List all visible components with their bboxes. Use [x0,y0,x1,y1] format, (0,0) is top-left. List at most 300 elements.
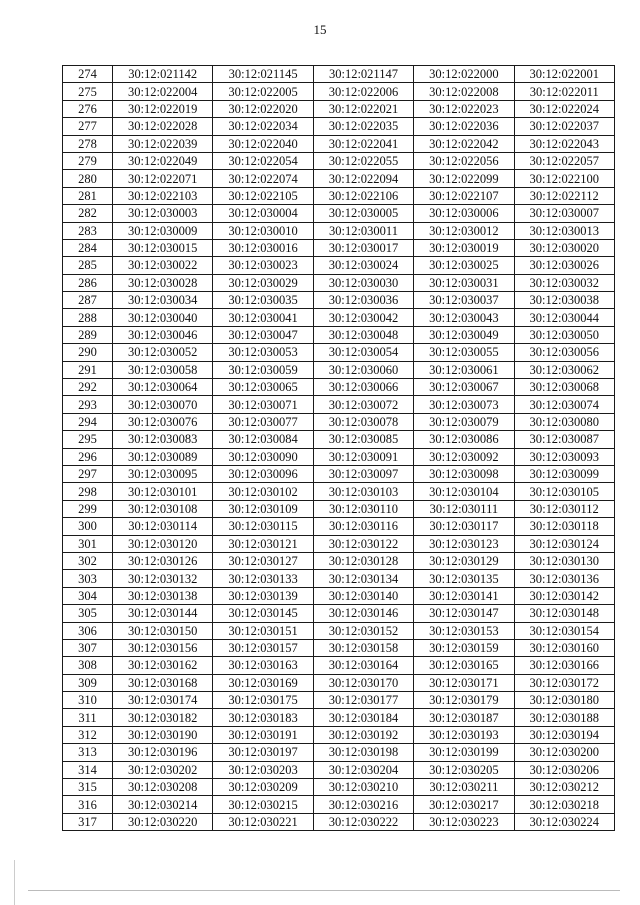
cadastral-number-cell: 30:12:030140 [313,587,413,604]
cadastral-number-cell: 30:12:030086 [414,431,514,448]
cadastral-number-cell: 30:12:030011 [313,222,413,239]
cadastral-number-cell: 30:12:030193 [414,726,514,743]
row-number-cell: 305 [63,605,113,622]
cadastral-number-cell: 30:12:030096 [213,465,313,482]
cadastral-number-cell: 30:12:030139 [213,587,313,604]
row-number-cell: 314 [63,761,113,778]
cadastral-number-cell: 30:12:030197 [213,744,313,761]
cadastral-number-cell: 30:12:030010 [213,222,313,239]
bottom-rule [28,890,620,891]
cadastral-number-cell: 30:12:022011 [514,83,614,100]
cadastral-number-cell: 30:12:022001 [514,66,614,83]
cadastral-number-cell: 30:12:030060 [313,361,413,378]
row-number-cell: 317 [63,813,113,830]
row-number-cell: 306 [63,622,113,639]
row-number-cell: 286 [63,274,113,291]
cadastral-number-cell: 30:12:030128 [313,552,413,569]
cadastral-number-cell: 30:12:022057 [514,152,614,169]
cadastral-number-cell: 30:12:030199 [414,744,514,761]
table-row [63,483,615,500]
cadastral-number-cell: 30:12:030023 [213,257,313,274]
cadastral-number-cell: 30:12:030187 [414,709,514,726]
table-row [63,274,615,291]
row-number-cell: 275 [63,83,113,100]
table-row [63,465,615,482]
cadastral-number-cell: 30:12:030037 [414,292,514,309]
cadastral-number-cell: 30:12:030110 [313,500,413,517]
cadastral-number-cell: 30:12:030135 [414,570,514,587]
cadastral-number-cell: 30:12:030157 [213,639,313,656]
row-number-cell: 291 [63,361,113,378]
row-number-cell: 295 [63,431,113,448]
cadastral-number-cell: 30:12:030105 [514,483,614,500]
cadastral-number-cell: 30:12:030211 [414,779,514,796]
cadastral-number-cell: 30:12:030180 [514,692,614,709]
cadastral-number-cell: 30:12:030136 [514,570,614,587]
cadastral-number-cell: 30:12:030196 [113,744,213,761]
cadastral-number-cell: 30:12:022054 [213,152,313,169]
cadastral-number-cell: 30:12:022042 [414,135,514,152]
cadastral-number-cell: 30:12:030164 [313,657,413,674]
cadastral-number-cell: 30:12:030083 [113,431,213,448]
cadastral-number-cell: 30:12:030116 [313,518,413,535]
cadastral-number-cell: 30:12:022023 [414,100,514,117]
table-row [63,135,615,152]
cadastral-number-cell: 30:12:030206 [514,761,614,778]
cadastral-number-cell: 30:12:022035 [313,118,413,135]
cadastral-number-cell: 30:12:030224 [514,813,614,830]
cadastral-number-cell: 30:12:030085 [313,431,413,448]
table-row [63,761,615,778]
cadastral-number-cell: 30:12:030200 [514,744,614,761]
cadastral-number-cell: 30:12:030066 [313,379,413,396]
cadastral-number-cell: 30:12:030009 [113,222,213,239]
cadastral-number-cell: 30:12:030162 [113,657,213,674]
table-row [63,187,615,204]
cadastral-number-cell: 30:12:030092 [414,448,514,465]
cadastral-number-cell: 30:12:030059 [213,361,313,378]
cadastral-number-cell: 30:12:030153 [414,622,514,639]
cadastral-number-cell: 30:12:030204 [313,761,413,778]
cadastral-number-cell: 30:12:030144 [113,605,213,622]
row-number-cell: 296 [63,448,113,465]
cadastral-number-cell: 30:12:030158 [313,639,413,656]
cadastral-number-cell: 30:12:030145 [213,605,313,622]
table-row [63,587,615,604]
cadastral-number-cell: 30:12:030029 [213,274,313,291]
table-row [63,118,615,135]
cadastral-number-cell: 30:12:030160 [514,639,614,656]
cadastral-number-cell: 30:12:022008 [414,83,514,100]
table-row [63,744,615,761]
cadastral-number-cell: 30:12:022005 [213,83,313,100]
cadastral-number-cell: 30:12:030015 [113,239,213,256]
cadastral-number-cell: 30:12:030062 [514,361,614,378]
table-row [63,205,615,222]
cadastral-number-cell: 30:12:030058 [113,361,213,378]
cadastral-number-cell: 30:12:030090 [213,448,313,465]
cadastral-number-cell: 30:12:030190 [113,726,213,743]
cadastral-number-cell: 30:12:030108 [113,500,213,517]
cadastral-number-cell: 30:12:030028 [113,274,213,291]
cadastral-number-cell: 30:12:030061 [414,361,514,378]
row-number-cell: 315 [63,779,113,796]
row-number-cell: 293 [63,396,113,413]
cadastral-number-cell: 30:12:030097 [313,465,413,482]
row-number-cell: 312 [63,726,113,743]
cadastral-number-cell: 30:12:030222 [313,813,413,830]
cadastral-number-cell: 30:12:030212 [514,779,614,796]
cadastral-number-cell: 30:12:022056 [414,152,514,169]
table-row [63,431,615,448]
table-row [63,692,615,709]
cadastral-number-cell: 30:12:030084 [213,431,313,448]
row-number-cell: 290 [63,344,113,361]
cadastral-number-cell: 30:12:030076 [113,413,213,430]
cadastral-number-cell: 30:12:030141 [414,587,514,604]
table-row [63,66,615,83]
row-number-cell: 282 [63,205,113,222]
cadastral-number-cell: 30:12:030098 [414,465,514,482]
row-number-cell: 309 [63,674,113,691]
cadastral-number-cell: 30:12:030114 [113,518,213,535]
table-row [63,292,615,309]
cadastral-number-cell: 30:12:030072 [313,396,413,413]
cadastral-number-cell: 30:12:030124 [514,535,614,552]
cadastral-number-cell: 30:12:030003 [113,205,213,222]
cadastral-number-cell: 30:12:030071 [213,396,313,413]
table-row [63,361,615,378]
cadastral-number-cell: 30:12:030093 [514,448,614,465]
cadastral-number-cell: 30:12:021145 [213,66,313,83]
cadastral-number-cell: 30:12:030078 [313,413,413,430]
cadastral-number-cell: 30:12:030166 [514,657,614,674]
cadastral-number-cell: 30:12:022000 [414,66,514,83]
row-number-cell: 283 [63,222,113,239]
cadastral-number-cell: 30:12:022039 [113,135,213,152]
cadastral-number-cell: 30:12:030218 [514,796,614,813]
cadastral-number-cell: 30:12:030035 [213,292,313,309]
table-row [63,552,615,569]
table-row [63,518,615,535]
cadastral-number-cell: 30:12:030006 [414,205,514,222]
cadastral-number-cell: 30:12:030122 [313,535,413,552]
cadastral-number-cell: 30:12:030150 [113,622,213,639]
cadastral-number-cell: 30:12:030104 [414,483,514,500]
cadastral-number-cell: 30:12:030073 [414,396,514,413]
cadastral-number-cell: 30:12:030172 [514,674,614,691]
cadastral-number-cell: 30:12:030192 [313,726,413,743]
cadastral-number-cell: 30:12:030118 [514,518,614,535]
cadastral-number-cell: 30:12:030169 [213,674,313,691]
cadastral-number-cell: 30:12:022074 [213,170,313,187]
cadastral-number-cell: 30:12:030030 [313,274,413,291]
cadastral-number-cell: 30:12:030080 [514,413,614,430]
cadastral-number-cell: 30:12:030044 [514,309,614,326]
cadastral-number-cell: 30:12:030067 [414,379,514,396]
cadastral-number-cell: 30:12:022040 [213,135,313,152]
row-number-cell: 308 [63,657,113,674]
cadastral-number-cell: 30:12:030016 [213,239,313,256]
cadastral-number-cell: 30:12:022021 [313,100,413,117]
cadastral-number-cell: 30:12:030065 [213,379,313,396]
cadastral-number-cell: 30:12:022041 [313,135,413,152]
cadastral-number-cell: 30:12:030012 [414,222,514,239]
cadastral-number-cell: 30:12:030138 [113,587,213,604]
cadastral-number-cell: 30:12:030049 [414,326,514,343]
table-row [63,239,615,256]
cadastral-number-cell: 30:12:030053 [213,344,313,361]
cadastral-number-cell: 30:12:030159 [414,639,514,656]
table-row [63,396,615,413]
cadastral-number-cell: 30:12:030025 [414,257,514,274]
cadastral-number-cell: 30:12:030068 [514,379,614,396]
table-row [63,796,615,813]
cadastral-number-cell: 30:12:022037 [514,118,614,135]
cadastral-number-cell: 30:12:030175 [213,692,313,709]
cadastral-number-cell: 30:12:030184 [313,709,413,726]
cadastral-number-cell: 30:12:030129 [414,552,514,569]
row-number-cell: 285 [63,257,113,274]
cadastral-number-cell: 30:12:030050 [514,326,614,343]
cadastral-number-cell: 30:12:021147 [313,66,413,83]
cadastral-number-cell: 30:12:030148 [514,605,614,622]
cadastral-number-cell: 30:12:030019 [414,239,514,256]
cadastral-number-cell: 30:12:030183 [213,709,313,726]
row-number-cell: 311 [63,709,113,726]
cadastral-number-cell: 30:12:030177 [313,692,413,709]
scan-edge [14,860,15,905]
row-number-cell: 287 [63,292,113,309]
cadastral-number-cell: 30:12:030216 [313,796,413,813]
cadastral-number-cell: 30:12:030031 [414,274,514,291]
cadastral-number-cell: 30:12:030042 [313,309,413,326]
cadastral-number-cell: 30:12:030130 [514,552,614,569]
row-number-cell: 280 [63,170,113,187]
page-number: 15 [313,22,327,37]
cadastral-number-cell: 30:12:030152 [313,622,413,639]
cadastral-number-cell: 30:12:030120 [113,535,213,552]
cadastral-number-cell: 30:12:030191 [213,726,313,743]
cadastral-number-cell: 30:12:022107 [414,187,514,204]
cadastral-number-cell: 30:12:030146 [313,605,413,622]
row-number-cell: 292 [63,379,113,396]
cadastral-number-cell: 30:12:030134 [313,570,413,587]
table-row [63,83,615,100]
row-number-cell: 307 [63,639,113,656]
table-row [63,309,615,326]
cadastral-number-cell: 30:12:030209 [213,779,313,796]
cadastral-number-cell: 30:12:030040 [113,309,213,326]
cadastral-number-cell: 30:12:030151 [213,622,313,639]
row-number-cell: 281 [63,187,113,204]
cadastral-number-cell: 30:12:030221 [213,813,313,830]
cadastral-number-cell: 30:12:030054 [313,344,413,361]
cadastral-number-cell: 30:12:030034 [113,292,213,309]
table-row [63,500,615,517]
table-body [63,66,615,831]
cadastral-number-cell: 30:12:030007 [514,205,614,222]
cadastral-number-cell: 30:12:022006 [313,83,413,100]
cadastral-number-cell: 30:12:022100 [514,170,614,187]
table-row [63,535,615,552]
cadastral-number-cell: 30:12:022028 [113,118,213,135]
cadastral-number-cell: 30:12:030101 [113,483,213,500]
table-row [63,674,615,691]
cadastral-number-cell: 30:12:022004 [113,83,213,100]
row-number-cell: 276 [63,100,113,117]
cadastral-number-cell: 30:12:030099 [514,465,614,482]
cadastral-number-cell: 30:12:030052 [113,344,213,361]
cadastral-number-cell: 30:12:030223 [414,813,514,830]
cadastral-number-cell: 30:12:030170 [313,674,413,691]
cadastral-number-cell: 30:12:030089 [113,448,213,465]
cadastral-number-cell: 30:12:022055 [313,152,413,169]
cadastral-number-cell: 30:12:030091 [313,448,413,465]
cadastral-number-cell: 30:12:030111 [414,500,514,517]
row-number-cell: 301 [63,535,113,552]
table-row [63,222,615,239]
row-number-cell: 277 [63,118,113,135]
cadastral-number-cell: 30:12:030205 [414,761,514,778]
cadastral-number-cell: 30:12:030115 [213,518,313,535]
cadastral-number-cell: 30:12:030147 [414,605,514,622]
table-row [63,170,615,187]
row-number-cell: 299 [63,500,113,517]
row-number-cell: 288 [63,309,113,326]
table-row [63,813,615,830]
cadastral-number-cell: 30:12:030156 [113,639,213,656]
row-number-cell: 304 [63,587,113,604]
cadastral-number-cell: 30:12:030074 [514,396,614,413]
cadastral-number-cell: 30:12:030208 [113,779,213,796]
cadastral-number-cell: 30:12:030182 [113,709,213,726]
cadastral-number-cell: 30:12:022112 [514,187,614,204]
cadastral-number-cell: 30:12:022071 [113,170,213,187]
row-number-cell: 274 [63,66,113,83]
cadastral-number-cell: 30:12:030127 [213,552,313,569]
cadastral-number-cell: 30:12:022099 [414,170,514,187]
cadastral-number-cell: 30:12:030165 [414,657,514,674]
row-number-cell: 298 [63,483,113,500]
row-number-cell: 279 [63,152,113,169]
cadastral-number-cell: 30:12:030123 [414,535,514,552]
cadastral-number-cell: 30:12:030214 [113,796,213,813]
cadastral-number-cell: 30:12:030179 [414,692,514,709]
cadastral-number-cell: 30:12:030070 [113,396,213,413]
cadastral-number-cell: 30:12:030077 [213,413,313,430]
cadastral-number-cell: 30:12:030112 [514,500,614,517]
cadastral-number-cell: 30:12:030171 [414,674,514,691]
cadastral-number-cell: 30:12:030005 [313,205,413,222]
row-number-cell: 297 [63,465,113,482]
row-number-cell: 313 [63,744,113,761]
table-row [63,152,615,169]
cadastral-number-cell: 30:12:022049 [113,152,213,169]
row-number-cell: 302 [63,552,113,569]
cadastral-number-cell: 30:12:022106 [313,187,413,204]
table-row [63,726,615,743]
cadastral-number-cell: 30:12:030117 [414,518,514,535]
cadastral-number-cell: 30:12:021142 [113,66,213,83]
cadastral-number-cell: 30:12:030220 [113,813,213,830]
table-row [63,639,615,656]
table-row [63,657,615,674]
cadastral-number-cell: 30:12:030036 [313,292,413,309]
cadastral-number-cell: 30:12:030026 [514,257,614,274]
cadastral-number-cell: 30:12:030188 [514,709,614,726]
table-row [63,709,615,726]
cadastral-number-cell: 30:12:030202 [113,761,213,778]
cadastral-number-cell: 30:12:030024 [313,257,413,274]
cadastral-number-cell: 30:12:030174 [113,692,213,709]
cadastral-number-cell: 30:12:030055 [414,344,514,361]
cadastral-number-cell: 30:12:022020 [213,100,313,117]
cadastral-number-cell: 30:12:030017 [313,239,413,256]
row-number-cell: 300 [63,518,113,535]
cadastral-number-cell: 30:12:030126 [113,552,213,569]
cadastral-table [62,65,615,831]
cadastral-number-cell: 30:12:022024 [514,100,614,117]
cadastral-number-cell: 30:12:030041 [213,309,313,326]
table-row [63,379,615,396]
cadastral-number-cell: 30:12:030215 [213,796,313,813]
table-row [63,100,615,117]
cadastral-number-cell: 30:12:030217 [414,796,514,813]
table-row [63,605,615,622]
cadastral-number-cell: 30:12:030043 [414,309,514,326]
cadastral-number-cell: 30:12:022019 [113,100,213,117]
cadastral-number-cell: 30:12:030168 [113,674,213,691]
cadastral-number-cell: 30:12:030022 [113,257,213,274]
table-row [63,448,615,465]
row-number-cell: 316 [63,796,113,813]
cadastral-number-cell: 30:12:030047 [213,326,313,343]
cadastral-number-cell: 30:12:030056 [514,344,614,361]
cadastral-number-cell: 30:12:030048 [313,326,413,343]
row-number-cell: 278 [63,135,113,152]
cadastral-number-cell: 30:12:030102 [213,483,313,500]
table-row [63,344,615,361]
cadastral-number-cell: 30:12:030038 [514,292,614,309]
cadastral-number-cell: 30:12:030109 [213,500,313,517]
cadastral-number-cell: 30:12:030198 [313,744,413,761]
cadastral-number-cell: 30:12:030032 [514,274,614,291]
row-number-cell: 294 [63,413,113,430]
cadastral-number-cell: 30:12:030004 [213,205,313,222]
cadastral-number-cell: 30:12:030194 [514,726,614,743]
cadastral-number-cell: 30:12:022105 [213,187,313,204]
cadastral-number-cell: 30:12:030064 [113,379,213,396]
cadastral-number-cell: 30:12:030142 [514,587,614,604]
cadastral-number-cell: 30:12:022103 [113,187,213,204]
cadastral-number-cell: 30:12:030046 [113,326,213,343]
cadastral-number-cell: 30:12:030210 [313,779,413,796]
cadastral-number-cell: 30:12:030154 [514,622,614,639]
row-number-cell: 303 [63,570,113,587]
cadastral-number-cell: 30:12:030203 [213,761,313,778]
row-number-cell: 310 [63,692,113,709]
row-number-cell: 284 [63,239,113,256]
cadastral-number-cell: 30:12:030132 [113,570,213,587]
table-row [63,570,615,587]
cadastral-number-cell: 30:12:030079 [414,413,514,430]
table-row [63,779,615,796]
cadastral-number-cell: 30:12:030121 [213,535,313,552]
table-row [63,326,615,343]
cadastral-number-cell: 30:12:030095 [113,465,213,482]
cadastral-number-cell: 30:12:030163 [213,657,313,674]
